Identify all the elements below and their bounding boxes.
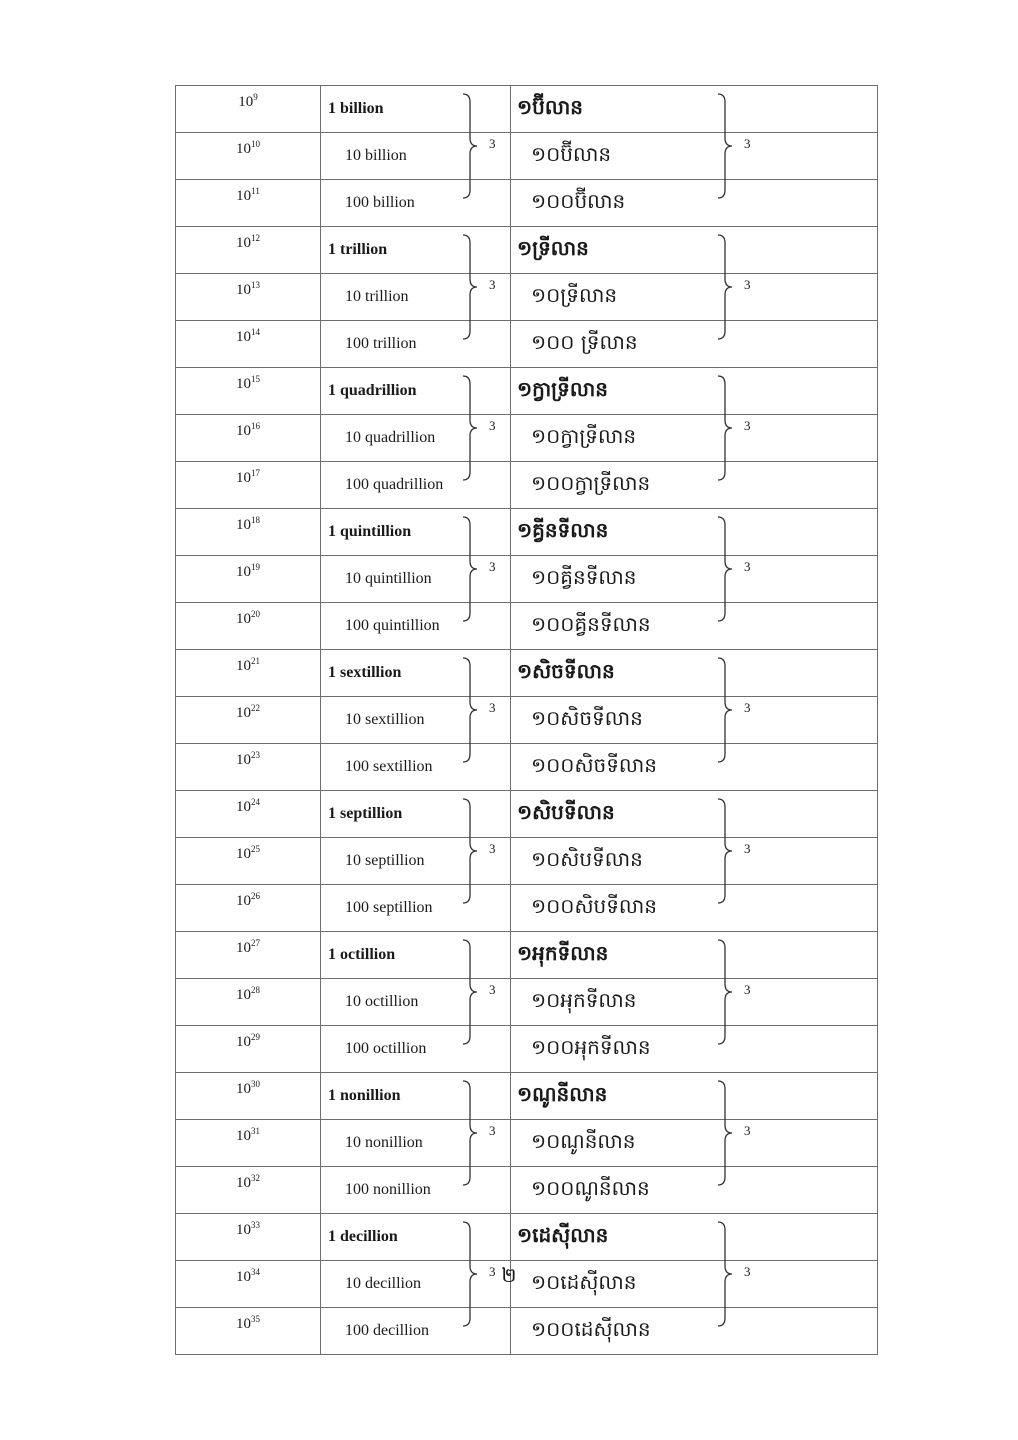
khmer-name-cell [511, 415, 878, 462]
power-exponent: 16 [251, 421, 260, 431]
khmer-name: ១០០ក្វាទ្រីលាន [531, 471, 651, 495]
power-cell [176, 932, 321, 979]
khmer-name: ១០០ដេស៊ីលាន [531, 1317, 651, 1341]
khmer-name: ១០០ប៊ីលាន [531, 189, 626, 213]
khmer-name-cell [511, 368, 878, 433]
khmer-name-cell [511, 979, 878, 1026]
khmer-name-cell [511, 1308, 878, 1355]
power-exponent: 22 [251, 703, 260, 713]
english-name: 10 quintillion [345, 570, 432, 587]
power-base: 10 [236, 658, 251, 674]
power-exponent: 27 [251, 938, 260, 948]
english-name-cell [321, 932, 511, 997]
khmer-name: ១០០សិបទីលាន [531, 894, 657, 918]
khmer-name: ១អុកទីលាន [517, 941, 609, 965]
english-name-cell [321, 1073, 511, 1138]
power-cell [176, 368, 321, 415]
power-exponent: 12 [251, 233, 260, 243]
english-name-cell [321, 1214, 511, 1279]
power-base: 10 [236, 705, 251, 721]
group-count: 3 [489, 700, 496, 715]
group-count: 3 [744, 136, 751, 151]
khmer-name-cell [511, 697, 878, 744]
khmer-name-cell [511, 1026, 878, 1073]
group-count: 3 [744, 982, 751, 997]
table-row [176, 650, 878, 697]
english-name: 10 septillion [345, 852, 425, 869]
table-row [176, 1120, 878, 1167]
khmer-name-cell [511, 1214, 878, 1279]
table-row [176, 133, 878, 180]
english-name: 1 decillion [328, 1228, 398, 1245]
group-count: 3 [489, 559, 496, 574]
power-exponent: 23 [251, 750, 260, 760]
group-count: 3 [489, 1264, 496, 1279]
power-exponent: 34 [251, 1267, 260, 1277]
khmer-name-cell [511, 650, 878, 715]
power-cell [176, 1073, 321, 1120]
power-cell [176, 1167, 321, 1214]
power-base: 10 [236, 1128, 251, 1144]
english-name: 100 quintillion [345, 617, 440, 634]
table-row [176, 838, 878, 885]
khmer-name: ១ដេស៊ីលាន [517, 1223, 609, 1247]
power-cell [176, 979, 321, 1026]
khmer-name-cell [511, 791, 878, 856]
table-row [176, 321, 878, 368]
english-name: 1 billion [328, 100, 384, 117]
group-count: 3 [489, 418, 496, 433]
power-exponent: 14 [251, 327, 260, 337]
english-name: 1 septillion [328, 805, 403, 822]
english-name: 1 quadrillion [328, 382, 417, 399]
english-name-cell [321, 462, 511, 509]
power-cell [176, 885, 321, 932]
english-name: 10 quadrillion [345, 429, 436, 446]
power-base: 10 [236, 846, 251, 862]
power-cell [176, 650, 321, 697]
english-name-cell [321, 838, 511, 885]
english-name-cell [321, 133, 511, 180]
english-name-cell [321, 415, 511, 462]
english-name-cell [321, 979, 511, 1026]
english-name: 10 billion [345, 147, 407, 164]
khmer-name: ១០ទ្រីលាន [531, 283, 618, 307]
power-base: 10 [236, 752, 251, 768]
power-exponent: 30 [251, 1079, 260, 1089]
group-count: 3 [744, 841, 751, 856]
khmer-name-cell [511, 180, 878, 227]
khmer-name: ១០០ណូនីលាន [531, 1176, 650, 1200]
power-base: 10 [236, 376, 251, 392]
english-name-cell [321, 1120, 511, 1167]
group-count: 3 [489, 136, 496, 151]
power-base: 10 [236, 1175, 251, 1191]
table-row [176, 1026, 878, 1073]
power-cell [176, 86, 321, 133]
group-count: 3 [489, 841, 496, 856]
power-cell [176, 415, 321, 462]
khmer-name-cell [511, 932, 878, 997]
khmer-name: ១០អុកទីលាន [531, 988, 637, 1012]
group-count: 3 [744, 277, 751, 292]
group-count: 3 [489, 982, 496, 997]
english-name: 1 octillion [328, 946, 396, 963]
table-row [176, 86, 878, 133]
table-row [176, 1308, 878, 1355]
power-exponent: 11 [251, 186, 260, 196]
group-count: 3 [744, 1264, 751, 1279]
power-cell [176, 321, 321, 368]
english-name-cell [321, 885, 511, 932]
power-exponent: 21 [251, 656, 260, 666]
power-base: 10 [236, 893, 251, 909]
khmer-name: ១០ណូនីលាន [531, 1129, 636, 1153]
khmer-name: ១ក្វាទ្រីលាន [517, 377, 608, 401]
english-name-cell [321, 321, 511, 368]
khmer-name-cell [511, 603, 878, 650]
english-name: 10 sextillion [345, 711, 425, 728]
english-name-cell [321, 556, 511, 603]
power-cell [176, 1026, 321, 1073]
power-exponent: 33 [251, 1220, 260, 1230]
power-base: 10 [236, 517, 251, 533]
khmer-name: ១សិបទីលាន [517, 800, 615, 824]
table-row [176, 509, 878, 556]
english-name-cell [321, 650, 511, 715]
power-base: 10 [236, 141, 251, 157]
khmer-name-cell [511, 885, 878, 932]
english-name: 10 nonillion [345, 1134, 423, 1151]
khmer-name: ១០០សិចទីលាន [531, 753, 657, 777]
power-cell [176, 1120, 321, 1167]
power-exponent: 9 [253, 92, 258, 102]
power-base: 10 [236, 987, 251, 1003]
khmer-name-cell [511, 462, 878, 509]
power-exponent: 24 [251, 797, 260, 807]
power-exponent: 32 [251, 1173, 260, 1183]
group-count: 3 [744, 559, 751, 574]
english-name-cell [321, 227, 511, 292]
power-cell [176, 603, 321, 650]
power-exponent: 26 [251, 891, 260, 901]
table-row [176, 791, 878, 838]
group-count: 3 [489, 1123, 496, 1138]
power-base: 10 [236, 1269, 251, 1285]
khmer-name: ១០០អុកទីលាន [531, 1035, 651, 1059]
power-exponent: 19 [251, 562, 260, 572]
khmer-name: ១ណូនីលាន [517, 1082, 608, 1106]
power-exponent: 15 [251, 374, 260, 384]
group-count: 3 [744, 1123, 751, 1138]
english-name: 1 sextillion [328, 664, 402, 681]
power-cell [176, 274, 321, 321]
power-base: 10 [236, 611, 251, 627]
power-base: 10 [236, 1034, 251, 1050]
power-cell [176, 227, 321, 274]
power-cell [176, 509, 321, 556]
table-row [176, 932, 878, 979]
khmer-name-cell [511, 227, 878, 292]
english-name: 100 quadrillion [345, 476, 444, 493]
power-exponent: 18 [251, 515, 260, 525]
power-exponent: 28 [251, 985, 260, 995]
english-name-cell [321, 1167, 511, 1214]
group-count: 3 [744, 700, 751, 715]
khmer-name: ១០ប៊ីលាន [531, 142, 612, 166]
power-base: 10 [238, 94, 254, 110]
khmer-name-cell [511, 1073, 878, 1138]
group-count: 3 [744, 418, 751, 433]
english-name-cell [321, 180, 511, 227]
power-exponent: 29 [251, 1032, 260, 1042]
english-name: 100 billion [345, 194, 415, 211]
english-name-cell [321, 368, 511, 433]
power-cell [176, 697, 321, 744]
table-row [176, 415, 878, 462]
khmer-name: ១០សិបទីលាន [531, 847, 643, 871]
power-cell [176, 791, 321, 838]
english-name-cell [321, 509, 511, 574]
english-name-cell [321, 86, 511, 151]
table-row [176, 1167, 878, 1214]
english-name-cell [321, 791, 511, 856]
english-name-cell [321, 603, 511, 650]
khmer-name: ១គ្វីនទីលាន [517, 518, 609, 542]
english-name: 100 trillion [345, 335, 417, 352]
group-count: 3 [489, 277, 496, 292]
table-row [176, 227, 878, 274]
power-exponent: 13 [251, 280, 260, 290]
khmer-name-cell [511, 838, 878, 885]
khmer-name-cell [511, 86, 878, 151]
khmer-name-cell [511, 133, 878, 180]
english-name: 100 septillion [345, 899, 433, 916]
table-row [176, 1073, 878, 1120]
power-cell [176, 1214, 321, 1261]
khmer-name-cell [511, 1120, 878, 1167]
khmer-name: ១០ក្វាទ្រីលាន [531, 424, 637, 448]
table-body [176, 86, 878, 1355]
khmer-name: ១០សិចទីលាន [531, 706, 643, 730]
power-base: 10 [236, 1081, 251, 1097]
table-row [176, 1214, 878, 1261]
power-base: 10 [236, 235, 251, 251]
khmer-name: ១ប៊ីលាន [517, 95, 583, 119]
table-row [176, 744, 878, 791]
power-cell [176, 744, 321, 791]
power-base: 10 [236, 188, 252, 204]
power-base: 10 [236, 940, 251, 956]
khmer-name: ១០គ្វីនទីលាន [531, 565, 637, 589]
power-exponent: 20 [251, 609, 260, 619]
khmer-name: ១ទ្រីលាន [517, 236, 589, 260]
table-row [176, 603, 878, 650]
power-cell [176, 1308, 321, 1355]
english-name: 100 nonillion [345, 1181, 431, 1198]
power-exponent: 35 [251, 1314, 260, 1324]
table-row [176, 697, 878, 744]
english-name-cell [321, 1308, 511, 1355]
power-base: 10 [236, 329, 251, 345]
power-cell [176, 462, 321, 509]
english-name: 100 octillion [345, 1040, 427, 1057]
english-name: 1 nonillion [328, 1087, 401, 1104]
table-row [176, 368, 878, 415]
english-name: 1 trillion [328, 241, 388, 258]
khmer-name-cell [511, 321, 878, 368]
power-base: 10 [236, 470, 251, 486]
table-row [176, 556, 878, 603]
power-exponent: 25 [251, 844, 260, 854]
table-row [176, 180, 878, 227]
power-base: 10 [236, 564, 251, 580]
power-base: 10 [236, 423, 251, 439]
power-base: 10 [236, 799, 251, 815]
power-cell [176, 180, 321, 227]
power-exponent: 17 [251, 468, 260, 478]
table-row [176, 462, 878, 509]
khmer-name-cell [511, 1167, 878, 1214]
power-cell [176, 838, 321, 885]
khmer-name: ១០០ ទ្រីលាន [531, 330, 638, 354]
english-name: 10 trillion [345, 288, 409, 305]
english-name: 10 decillion [345, 1275, 421, 1292]
power-base: 10 [236, 1316, 251, 1332]
power-cell [176, 556, 321, 603]
khmer-name-cell [511, 274, 878, 321]
english-name-cell [321, 744, 511, 791]
khmer-name: ១សិចទីលាន [517, 659, 615, 683]
khmer-name: ១០០គ្វីនទីលាន [531, 612, 651, 636]
table-row [176, 979, 878, 1026]
power-exponent: 10 [251, 139, 260, 149]
khmer-name-cell [511, 509, 878, 574]
power-base: 10 [236, 282, 251, 298]
english-name: 1 quintillion [328, 523, 412, 540]
power-exponent: 31 [251, 1126, 260, 1136]
english-name-cell [321, 1026, 511, 1073]
english-name: 100 decillion [345, 1322, 429, 1339]
english-name-cell [321, 697, 511, 744]
english-name-cell [321, 274, 511, 321]
page-number: ២ [501, 1263, 517, 1287]
english-name: 100 sextillion [345, 758, 433, 775]
khmer-name-cell [511, 744, 878, 791]
table-row [176, 274, 878, 321]
khmer-name-cell [511, 556, 878, 603]
khmer-name: ១០ដេស៊ីលាន [531, 1270, 637, 1294]
power-base: 10 [236, 1222, 251, 1238]
english-name: 10 octillion [345, 993, 419, 1010]
power-cell [176, 133, 321, 180]
number-names-table [175, 85, 878, 1355]
table-row [176, 885, 878, 932]
